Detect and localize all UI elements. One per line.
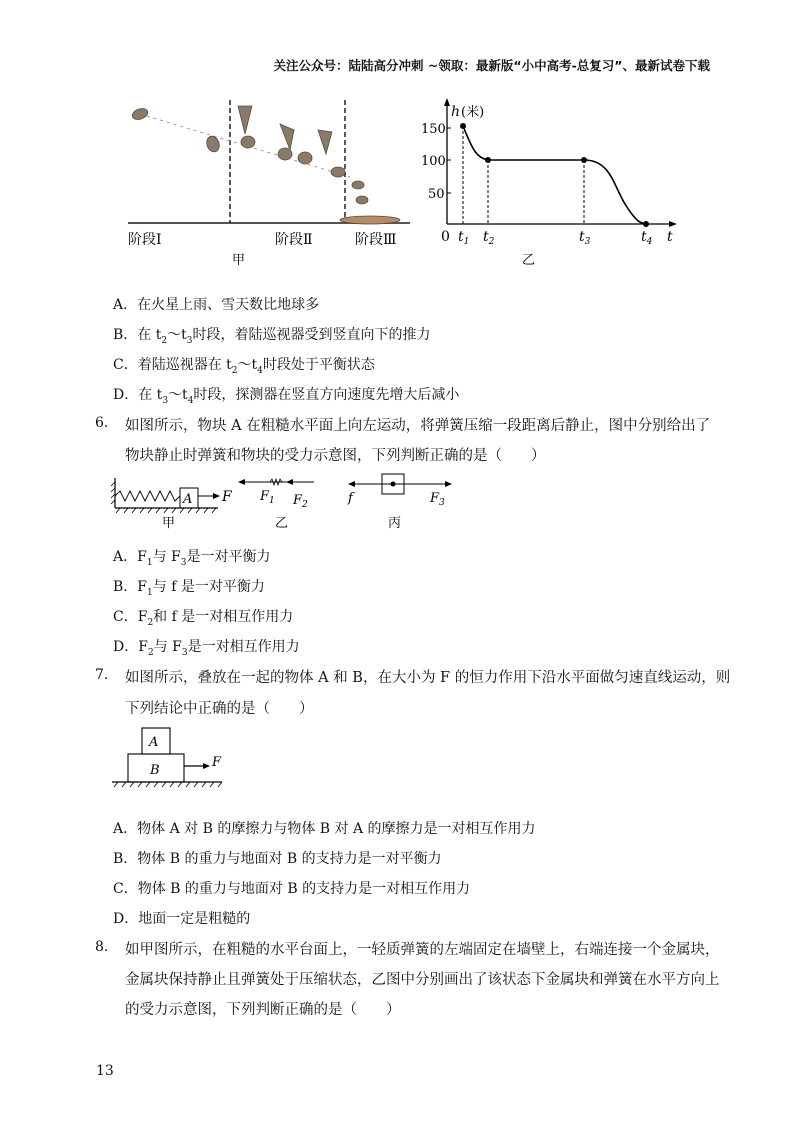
page-header: 关注公众号：陆陆高分冲刺 ~领取：最新版“小中高考-总复习”、最新试卷下载: [273, 58, 710, 73]
block-b-label: B: [150, 763, 160, 778]
q8-number: 8.: [95, 939, 109, 955]
block-a-label: A: [183, 492, 193, 507]
spring: [115, 491, 180, 501]
q6-stem-line2: 物块静止时弹簧和物块的受力示意图，下列判断正确的是（ ）: [125, 448, 546, 464]
probe-shapes: [131, 106, 400, 224]
q6-option-a[interactable]: A．$F_1$与 $F_3$是一对平衡力: [113, 549, 271, 568]
stage-1-label: 阶段Ⅰ: [128, 232, 162, 248]
q7-option-c[interactable]: C．物体 B 的重力与地面对 B 的支持力是一对相互作用力: [113, 881, 471, 897]
figure-height-time-graph: [415, 96, 685, 268]
q8-stem-line1: 如甲图所示，在粗糙的水平台面上，一轻质弹簧的左端固定在墙壁上，右端连接一个金属块，: [125, 942, 720, 958]
t3-label: $t_3$: [579, 229, 591, 247]
q5-option-c[interactable]: C．着陆巡视器在 $t_2\sim t_4$时段处于平衡状态: [113, 357, 375, 376]
page-number: 13: [96, 1063, 114, 1079]
t4-label: $t_4$: [641, 229, 653, 247]
t2-label: $t_2$: [483, 229, 495, 247]
q5-option-d[interactable]: D．在 $t_3\sim t_4$时段，探测器在竖直方向速度先增大后减小: [113, 387, 460, 406]
stage-2-label: 阶段Ⅱ: [275, 232, 313, 248]
q6-caption-bing: 丙: [388, 516, 402, 531]
friction-f-label: f: [348, 491, 353, 506]
f1-label: $F_1$: [260, 489, 275, 506]
q8-stem-line2: 金属块保持静止且弹簧处于压缩状态，乙图中分别画出了该状态下金属块和弹簧在水平方向上: [125, 972, 720, 988]
q7-option-a[interactable]: A．物体 A 对 B 的摩擦力与物体 B 对 A 的摩擦力是一对相互作用力: [113, 821, 536, 837]
q6-option-c[interactable]: C．$F_2$和 f 是一对相互作用力: [113, 609, 294, 628]
t1-label: $t_1$: [458, 229, 470, 247]
y-tick-150: 150: [421, 122, 446, 137]
q8-stem-line3: 的受力示意图，下列判断正确的是（ ）: [125, 1002, 401, 1018]
figure-landing-stages: [120, 92, 420, 267]
figure-caption-jia: 甲: [232, 253, 246, 267]
q7-option-d[interactable]: D．地面一定是粗糙的: [113, 911, 251, 927]
q5-option-b[interactable]: B．在 $t_2\sim t_3$时段，着陆巡视器受到竖直向下的推力: [113, 327, 431, 346]
q6-stem-line1: 如图所示，物块 A 在粗糙水平面上向左运动，将弹簧压缩一段距离后静止，图中分别给出了: [125, 418, 711, 434]
t-axis-label: t: [667, 229, 673, 245]
q6-option-d[interactable]: D．$F_2$与 $F_3$是一对相互作用力: [113, 639, 300, 658]
f3-label: $F_3$: [430, 491, 445, 508]
force-f-label: F: [212, 755, 222, 770]
y-tick-50: 50: [428, 187, 445, 202]
figure-caption-yi: 乙: [522, 253, 536, 268]
f2-label: $F_2$: [293, 493, 308, 510]
q7-figure: [110, 722, 250, 794]
stage-3-label: 阶段Ⅲ: [355, 232, 397, 248]
q6-caption-jia: 甲: [162, 516, 176, 531]
y-tick-100: 100: [421, 154, 446, 169]
y-axis-unit: (米): [461, 105, 485, 120]
q6-figure: [110, 470, 490, 532]
force-f-label: F: [222, 489, 232, 505]
q7-stem-line1: 如图所示，叠放在一起的物体 A 和 B，在大小为 F 的恒力作用下沿水平面做匀速直线运动，则: [125, 670, 731, 686]
y-axis-label: h: [451, 104, 461, 120]
q7-number: 7.: [95, 667, 109, 683]
q6-number: 6.: [95, 415, 109, 431]
origin-label: 0: [441, 229, 450, 245]
q6-option-b[interactable]: B．$F_1$与 f 是一对平衡力: [113, 579, 265, 598]
block-a-label: A: [149, 735, 159, 750]
q6-caption-yi: 乙: [275, 516, 289, 531]
height-curve: [463, 126, 647, 224]
q7-option-b[interactable]: B．物体 B 的重力与地面对 B 的支持力是一对平衡力: [113, 851, 442, 867]
q7-stem-line2: 下列结论中正确的是（ ）: [125, 701, 314, 717]
q5-option-a[interactable]: A．在火星上雨、雪天数比地球多: [113, 297, 320, 313]
